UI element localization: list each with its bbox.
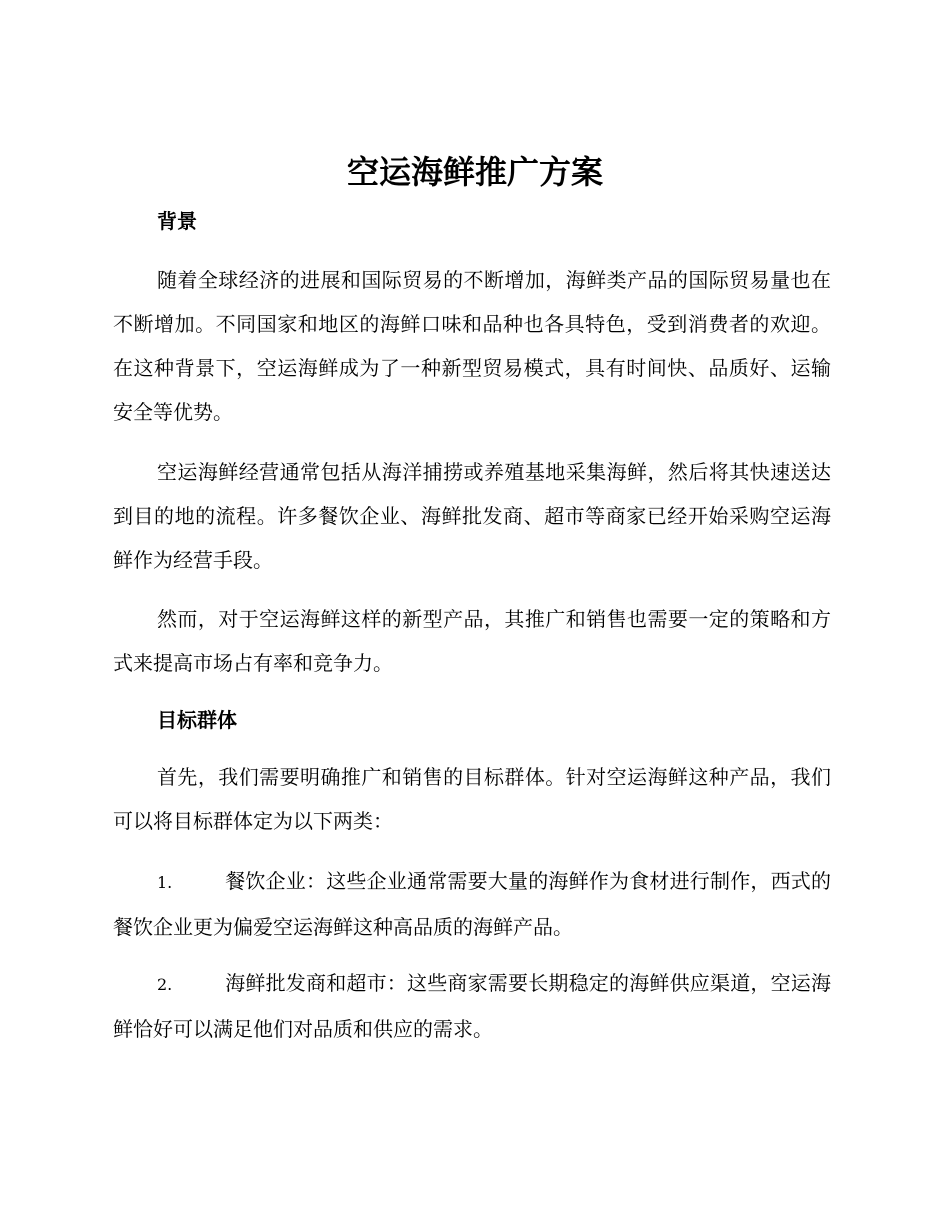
- section-heading-target-group: 目标群体: [157, 708, 237, 732]
- paragraph: 然而，对于空运海鲜这样的新型产品，其推广和销售也需要一定的策略和方式来提高市场占有率和竞争力。: [113, 607, 831, 675]
- paragraph: 空运海鲜经营通常包括从海洋捕捞或养殖基地采集海鲜，然后将其快速送达到目的地的流程。许多餐饮企业、海鲜批发商、超市等商家已经开始采购空运海鲜作为经营手段。: [113, 460, 831, 572]
- list-number: 2.: [157, 975, 173, 994]
- list-item: [113, 859, 831, 949]
- section-heading-background: 背景: [157, 209, 197, 233]
- list-number: 1.: [157, 873, 173, 892]
- paragraph: 随着全球经济的进展和国际贸易的不断增加，海鲜类产品的国际贸易量也在不断增加。不同国家和地区的海鲜口味和品种也各具特色，受到消费者的欢迎。在这种背景下，空运海鲜成为了一种新型贸易模式，具有时间快、品质好、运输安全等优势。: [113, 268, 831, 424]
- list-item-text: 餐饮企业：这些企业通常需要大量的海鲜作为食材进行制作，西式的餐饮企业更为偏爱空运海鲜这种高品质的海鲜产品。: [113, 869, 831, 939]
- list-item: [113, 961, 831, 1051]
- document-title: 空运海鲜推广方案: [346, 153, 603, 191]
- list-item-text: 海鲜批发商和超市：这些商家需要长期稳定的海鲜供应渠道，空运海鲜恰好可以满足他们对品质和供应的需求。: [113, 971, 831, 1041]
- paragraph: 首先，我们需要明确推广和销售的目标群体。针对空运海鲜这种产品，我们可以将目标群体定为以下两类：: [113, 765, 831, 833]
